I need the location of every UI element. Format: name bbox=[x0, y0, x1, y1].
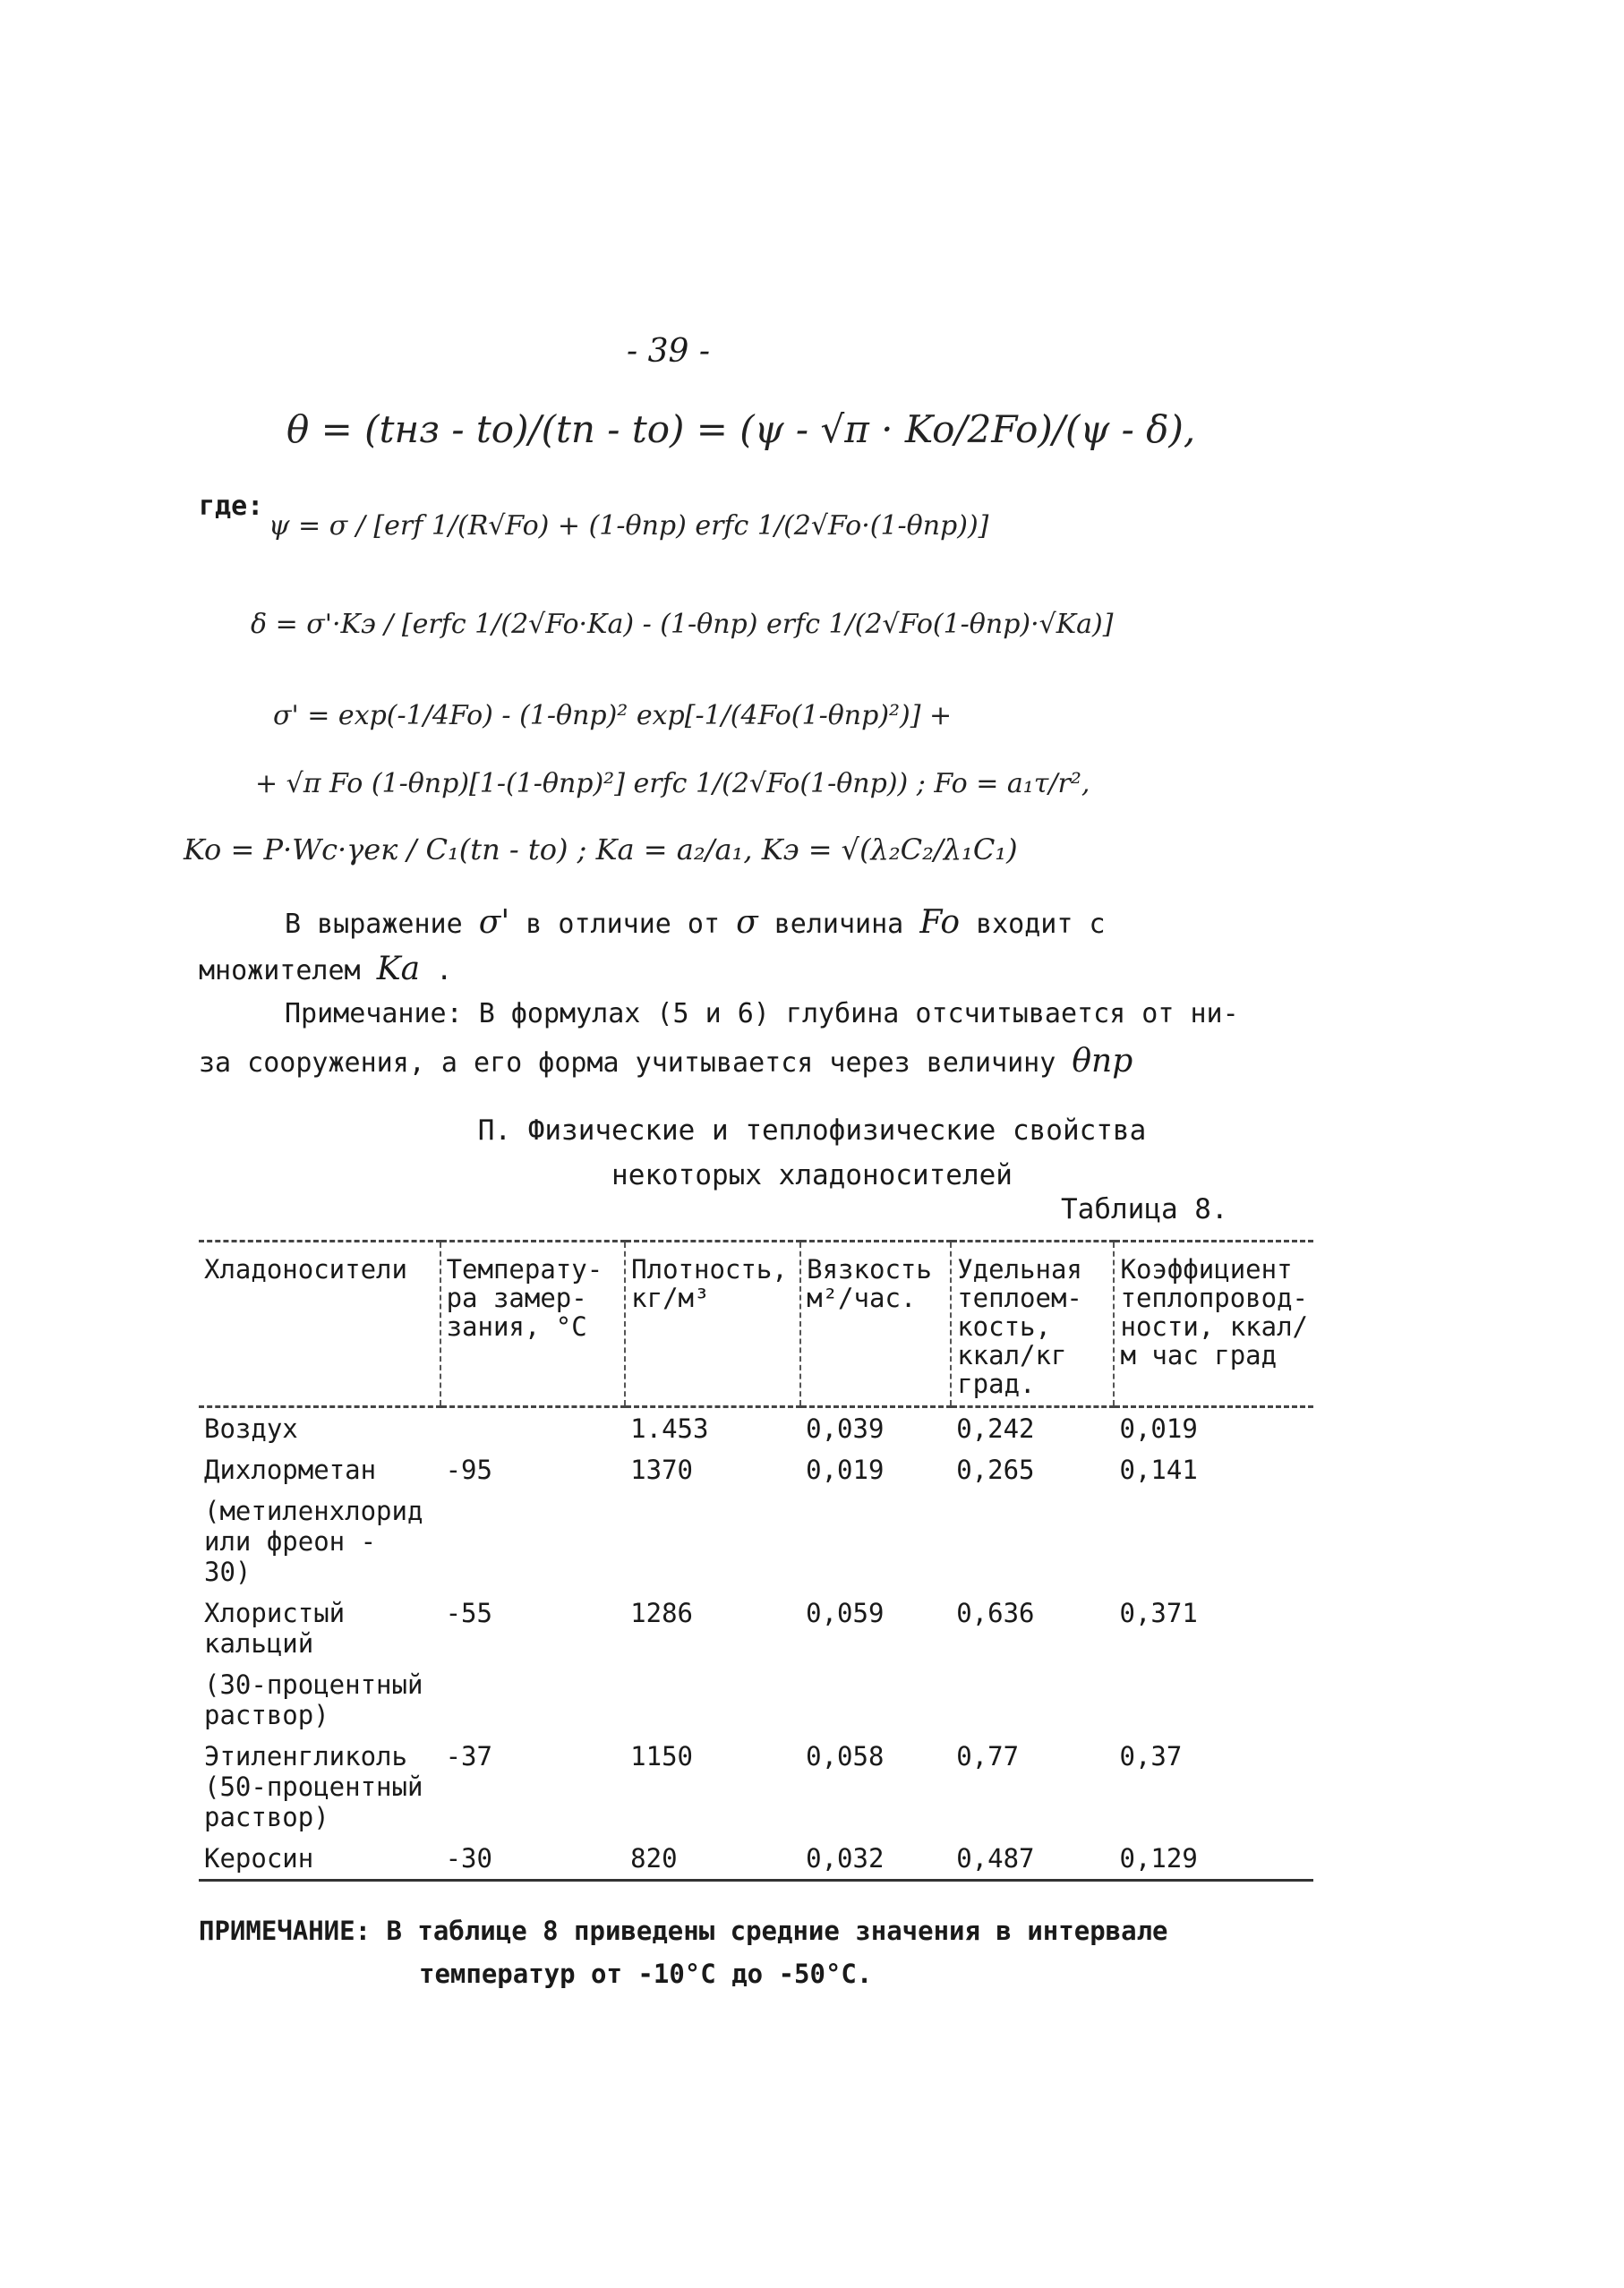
table-row bbox=[199, 1490, 1313, 1592]
sigma-prime-symbol: σ' bbox=[478, 904, 510, 941]
header-density: Плотность, кг/м³ bbox=[625, 1242, 800, 1407]
cell-specific-heat bbox=[951, 1664, 1114, 1736]
theta-pr-symbol: θпр bbox=[1072, 1043, 1133, 1080]
paragraph-2-line-1: Примечание: В формулах (5 и 6) глубина отсчитывается от ни- bbox=[285, 998, 1239, 1029]
cell-density: 1370 bbox=[630, 1455, 694, 1485]
cell-viscosity: 0,019 bbox=[806, 1455, 885, 1485]
note-line-2: температур от -10°С до -50°С. bbox=[419, 1959, 873, 1989]
cell-density bbox=[625, 1490, 800, 1592]
cell-freezing-temp bbox=[440, 1407, 626, 1450]
header-conductivity: Коэффициент теплопровод-ности, ккал/м час град bbox=[1114, 1242, 1313, 1407]
cell-specific-heat: 0,636 bbox=[956, 1598, 1035, 1628]
cell-density: 1.453 bbox=[630, 1413, 709, 1444]
text-fragment: в отличие от bbox=[526, 909, 721, 940]
cell-name: Этиленгликоль (50-процентный раствор) bbox=[204, 1741, 423, 1832]
paragraph-2-line-2 bbox=[199, 1043, 1133, 1080]
cell-freezing-temp: -55 bbox=[445, 1598, 492, 1628]
cell-viscosity bbox=[800, 1490, 951, 1592]
section-title-line-2: некоторых хладоносителей bbox=[611, 1159, 1013, 1191]
cell-name: Керосин bbox=[199, 1838, 440, 1881]
table-row bbox=[199, 1838, 1313, 1881]
header-coolant: Хладоносители bbox=[199, 1242, 440, 1407]
fo-symbol: Fo bbox=[919, 904, 960, 941]
table-header-row bbox=[199, 1242, 1313, 1407]
header-freezing-temp: Температу-ра замер-зания, °С bbox=[440, 1242, 626, 1407]
formula-delta: δ = σ'·Kэ / [erfc 1/(2√Fo·Ka) - (1-θпр) erfc 1/(2√Fo(1-θпр)·√Ka)] bbox=[251, 609, 1114, 640]
cell-specific-heat: 0,77 bbox=[956, 1741, 1020, 1771]
text-fragment: входит с bbox=[976, 909, 1106, 940]
cell-density bbox=[625, 1664, 800, 1736]
table-row bbox=[199, 1736, 1313, 1838]
paragraph-1-line-2 bbox=[199, 951, 452, 987]
formula-sigma-line2: + √π Fo (1-θпр)[1-(1-θпр)²] erfc 1/(2√Fo(1-θпр)) ; Fo = a₁τ/r², bbox=[255, 768, 1090, 799]
cell-viscosity: 0,039 bbox=[806, 1413, 885, 1444]
page-number: - 39 - bbox=[627, 333, 711, 370]
cell-freezing-temp: -95 bbox=[445, 1455, 492, 1485]
cell-freezing-temp bbox=[440, 1490, 626, 1592]
table-row bbox=[199, 1664, 1313, 1736]
text-fragment: В выражение bbox=[285, 909, 463, 940]
table-row bbox=[199, 1407, 1313, 1450]
ka-symbol: Ka bbox=[376, 951, 421, 987]
formula-ko: Ko = P·Wc·γек / C₁(tп - to) ; Ka = a₂/a₁, Kэ = √(λ₂C₂/λ₁C₁) bbox=[184, 832, 1018, 867]
text-fragment: величина bbox=[774, 909, 904, 940]
section-title-line-1: П. Физические и теплофизические свойства bbox=[477, 1114, 1147, 1147]
cell-conductivity bbox=[1114, 1490, 1313, 1592]
formula-theta: θ = (tнз - to)/(tп - to) = (ψ - √π · Ko/2Fo)/(ψ - δ), bbox=[286, 407, 1196, 451]
cell-name: Воздух bbox=[204, 1413, 298, 1444]
formula-psi: ψ = σ / [erf 1/(R√Fo) + (1-θпр) erfc 1/(2√Fo·(1-θпр))] bbox=[269, 510, 989, 542]
cell-specific-heat: 0,487 bbox=[951, 1838, 1114, 1881]
cell-freezing-temp: -30 bbox=[440, 1838, 626, 1881]
cell-name: Дихлорметан bbox=[204, 1455, 377, 1485]
cell-conductivity: 0,371 bbox=[1119, 1598, 1198, 1628]
cell-viscosity bbox=[800, 1664, 951, 1736]
properties-table bbox=[199, 1240, 1313, 1882]
cell-density: 1286 bbox=[630, 1598, 694, 1628]
cell-freezing-temp bbox=[440, 1664, 626, 1736]
cell-conductivity: 0,141 bbox=[1119, 1455, 1198, 1485]
text-fragment: за сооружения, а его форма учитывается через величину bbox=[199, 1047, 1056, 1079]
header-viscosity: Вязкость м²/час. bbox=[800, 1242, 951, 1407]
cell-freezing-temp: -37 bbox=[445, 1741, 492, 1771]
cell-conductivity: 0,37 bbox=[1119, 1741, 1183, 1771]
text-fragment: множителем bbox=[199, 955, 361, 986]
cell-specific-heat: 0,242 bbox=[956, 1413, 1035, 1444]
header-specific-heat: Удельная теплоем-кость, ккал/кг град. bbox=[951, 1242, 1114, 1407]
table-row bbox=[199, 1592, 1313, 1664]
cell-name: (метиленхлорид или фреон - 30) bbox=[204, 1496, 423, 1587]
cell-viscosity: 0,059 bbox=[806, 1598, 885, 1628]
paragraph-1-line-1 bbox=[285, 904, 1106, 941]
table-label: Таблица 8. bbox=[1061, 1193, 1228, 1225]
cell-name: (30-процентный раствор) bbox=[204, 1669, 423, 1730]
formula-sigma-line1: σ' = exp(-1/4Fo) - (1-θпр)² exp[-1/(4Fo(1-θпр)²)] + bbox=[273, 700, 953, 731]
where-label: где: bbox=[199, 491, 264, 522]
text-fragment: . bbox=[436, 955, 453, 986]
cell-name: Хлористый кальций bbox=[204, 1598, 346, 1659]
cell-conductivity bbox=[1114, 1664, 1313, 1736]
cell-conductivity: 0,019 bbox=[1119, 1413, 1198, 1444]
note-line-1: ПРИМЕЧАНИЕ: В таблице 8 приведены средние значения в интервале bbox=[199, 1916, 1168, 1946]
cell-density: 1150 bbox=[630, 1741, 694, 1771]
table-row bbox=[199, 1449, 1313, 1490]
cell-conductivity: 0,129 bbox=[1114, 1838, 1313, 1881]
cell-viscosity: 0,058 bbox=[806, 1741, 885, 1771]
sigma-symbol: σ bbox=[736, 904, 758, 941]
cell-density: 820 bbox=[625, 1838, 800, 1881]
cell-viscosity: 0,032 bbox=[800, 1838, 951, 1881]
cell-specific-heat bbox=[951, 1490, 1114, 1592]
cell-specific-heat: 0,265 bbox=[956, 1455, 1035, 1485]
